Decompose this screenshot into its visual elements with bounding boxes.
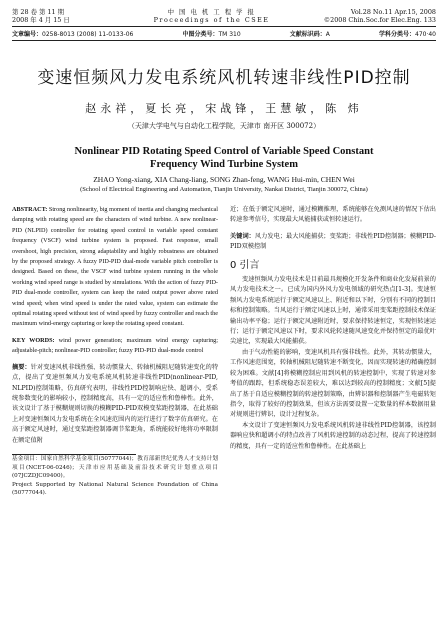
keywords-cn-text: 风力发电；最大风能捕获；变桨距；非线性PID控制器；模糊PID-PID双模控制 — [230, 232, 437, 251]
abstract-text: Strong nonlinearity, big moment of inertia and changing mechanical damping with rotating speed are the characters of wind turbine. A new nonlinear-PID (NLPID) controller for rotating speed control in variable speed constant frequency (VSCF) wind turbine system is proposed. Fast response, small overshoot, high precision, strong adaptability and highly robustness are obtained by the proposed strategy. A fuzzy PID-PID dual-mode variable pitch controller is designed. Based on these, the VSCF wind turbine system running in the whole working wind speed range is studied by simulations. With the action of fuzzy PID-PID dual-mode controller, system can keep the rated output power above rated wind speed; when wind speed is under the rated value, system can estimate the optimal rotating speed without test of wind speed by fuzzy controller and reach the maximum wind-energy capturing or keep the rotating speed constant. — [12, 206, 218, 328]
issue-info: 第 28 卷 第 11 期 2008 年 4 月 15 日 — [12, 8, 70, 24]
volume-info: Vol.28 No.11 Apr.15, 2008 ©2008 Chin.Soc.for Elec.Eng. 133 — [323, 8, 436, 24]
keywords-cn — [230, 232, 436, 253]
class-no: TM 310 — [218, 31, 241, 38]
intro-paragraph-2: 由于气动性能的影响，变速风机具有强非线性。此外，其转动惯量大，工作风速范围宽，转轴机械阻尼随转速不断变化，因而实现转速的精确控制较为困难。文献[4]将模糊控制应用到风机的转速控制中，实现了转速对参考值的跟踪，但系统稳态误差较大，难以达到较高的控制精度；文献[5]提出了基于自适应模糊控制的转速控制策略，由辨识器和控制器产生电磁转矩指令，取得了较好的控制效果，但该方法需要设置一定数量的样本数据用量对规则进行辨识，设计过程复杂。 — [230, 348, 436, 419]
abstract-cn-label: 摘要： — [12, 363, 31, 371]
authors-cn: 赵永祥，夏长亮，宋战锋，王慧敏，陈 炜 — [85, 102, 363, 115]
body-columns — [12, 205, 436, 498]
keywords-label: KEY WORDS: — [12, 336, 55, 344]
right-column — [230, 205, 436, 498]
journal-header — [12, 8, 436, 24]
affiliation-en: (School of Electrical Engineering and Automation, Tianjin University, Nankai District, Tianjin 300072, China) — [80, 186, 368, 193]
intro-paragraph-3: 本文设计了变速恒频风力发电系统风机转速非线性PID控制器，该控制器响应快和超调小的特点改善了风机转速控制的动态过程，提高了转速控制的精度，具有一定的适应性和鲁棒性。在此基础上 — [230, 421, 436, 450]
authors-en: ZHAO Yong-xiang, XIA Chang-liang, SONG Zhan-feng, WANG Hui-min, CHEN Wei — [93, 175, 355, 184]
title-en: Nonlinear PID Rotating Speed Control of Variable Speed Constant Frequency Wind Turbine System — [74, 146, 374, 170]
subject-label: 学科分类号： — [378, 31, 415, 38]
abstract-label: ABSTRACT: — [12, 206, 48, 213]
fund-note: 基金项目：国家自然科学基金项目(50777044)；教育部新世纪优秀人才支持计划项目(NCET-06-0246)；天津市应用基础及前沿技术研究计划重点项目(07JCZDJC09400)。 Project Supported by National Natural Science Foundation of China (50777044). — [12, 455, 218, 497]
class-label: 中图分类号： — [182, 31, 219, 38]
doc-code: A — [325, 31, 330, 38]
section-heading: 0 引言 — [230, 259, 260, 271]
doc-label: 文献标识码： — [289, 31, 326, 38]
abstract-en — [12, 205, 218, 330]
abstract-cn-cont: 近；在低于额定风速时，通过模糊推理，系统能够在免测风速的情况下估出转速参考信号，实现最大风能捕获或恒转速运行。 — [230, 206, 436, 224]
keywords-text: wind power generation; maximum wind energy capturing; adjustable-pitch; nonlinear-PID controller; fuzzy PID-PID dual-mode control — [12, 336, 218, 355]
abstract-cn-text: 针对变速风机非线性强、转动惯量大、转轴机械阻尼随转速变化的特点，提出了变速恒频风力发电系统风机转速非线性PID(nonlinear-PID, NLPID)控制策略，仿真研究表明，非线性PID控制响应快、超调小，受系统参数变化的影响较小，控制精度高，具有一定的适应性和鲁棒性。此外，该文设计了基于模糊规则切换的模糊PID-PID双模变桨距控制器，在此基础上对变速恒频风力发电系统在全风速范围内的运行进行了数字仿真研究。在高于额定风速时，通过变桨距控制器调节桨距角，系统能较好地将功率限制在额定值附 — [12, 363, 219, 444]
intro-paragraph-1: 变速恒频风力发电技术是目前最具规模化开发条件和商业化发展前景的风力发电技术之一。已成为国内外风力发电领域的研究热点[1-3]。变速恒频风力发电系统运行于额定风速以上、附近和以下时，分别有不同的控制目标和控制策略。当风运行于额定风速以上时，通常采用变桨距控制技术保证输出功率平稳；运行于额定风速附近时，要求保持转速恒定，实现恒转速运行；运行于额定风速以下时，要求风轮转速随风速变化并保持恒定的最优叶尖速比，实现最大风能捕获。 — [230, 276, 436, 346]
meta-rule — [12, 40, 436, 41]
article-no-label: 文章编号： — [12, 31, 43, 38]
article-meta — [12, 27, 436, 40]
left-column — [12, 205, 218, 498]
keywords-en — [12, 336, 218, 357]
article-no: 0258-8013 (2008) 11-0133-06 — [42, 31, 134, 38]
abstract-cn — [12, 363, 218, 446]
subject-no: 470·40 — [415, 31, 436, 38]
keywords-cn-label: 关键词： — [230, 232, 255, 240]
title-cn: 变速恒频风力发电系统风机转速非线性PID控制 — [37, 68, 411, 88]
journal-name: 中 国 电 机 工 程 学 报 Proceedings of the CSEE — [153, 8, 270, 24]
affiliation-cn: （天津大学电气与自动化工程学院，天津市 南开区 300072） — [127, 122, 321, 130]
